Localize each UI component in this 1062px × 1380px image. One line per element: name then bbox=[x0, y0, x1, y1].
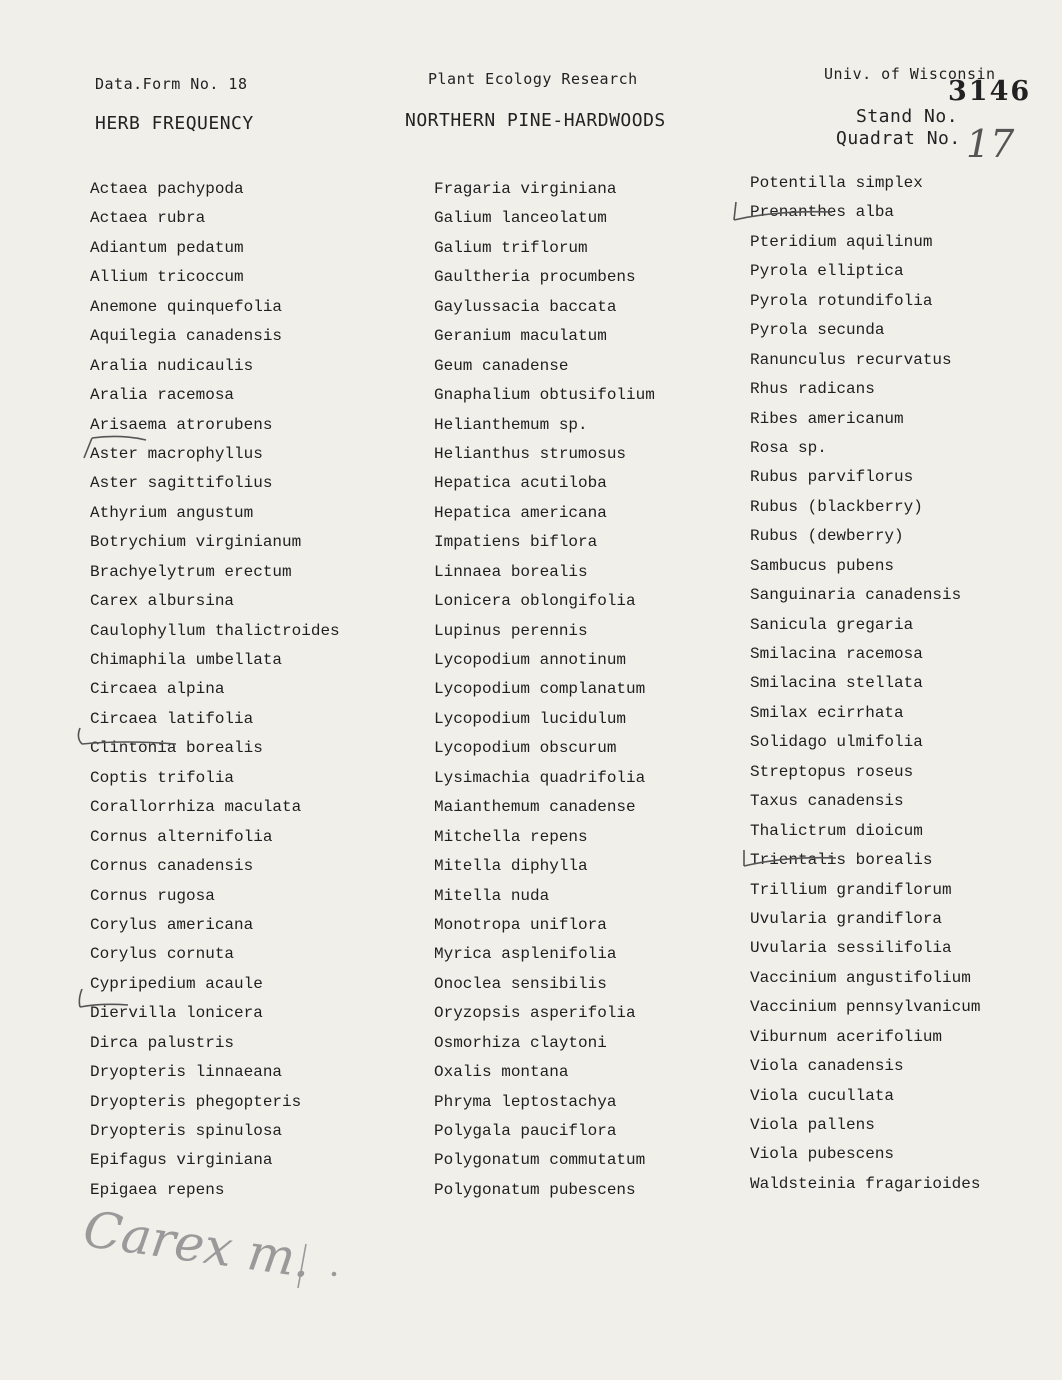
species-column-2 bbox=[434, 175, 655, 1205]
species-name: Rubus (blackberry) bbox=[750, 497, 923, 516]
species-name: Mitella nuda bbox=[434, 886, 550, 905]
species-name: Caulophyllum thalictroides bbox=[90, 621, 340, 640]
species-name: Lycopodium lucidulum bbox=[434, 709, 627, 728]
species-name: Circaea latifolia bbox=[90, 709, 254, 728]
species-name: Coptis trifolia bbox=[90, 768, 235, 787]
species-name: Adiantum pedatum bbox=[90, 238, 244, 257]
species-name: Dryopteris phegopteris bbox=[90, 1092, 302, 1111]
species-name: Sanicula gregaria bbox=[750, 615, 914, 634]
species-name: Lupinus perennis bbox=[434, 621, 588, 640]
species-name: Smilax ecirrhata bbox=[750, 703, 904, 722]
species-name: Epigaea repens bbox=[90, 1180, 225, 1199]
species-name: Helianthemum sp. bbox=[434, 415, 588, 434]
species-name: Aster sagittifolius bbox=[90, 474, 273, 493]
species-name: Carex albursina bbox=[90, 592, 235, 611]
species-name: Brachyelytrum erectum bbox=[90, 562, 292, 581]
species-name: Sanguinaria canadensis bbox=[750, 586, 962, 605]
species-name: Oxalis montana bbox=[434, 1063, 569, 1082]
species-name: Trillium grandiflorum bbox=[750, 880, 952, 899]
species-name: Ribes americanum bbox=[750, 409, 904, 428]
species-name: Rosa sp. bbox=[750, 438, 827, 457]
quadrat-label: Quadrat No. bbox=[836, 128, 961, 149]
species-name: Potentilla simplex bbox=[750, 174, 923, 192]
species-name: Polygala pauciflora bbox=[434, 1122, 617, 1140]
species-name: Aster macrophyllus bbox=[90, 444, 263, 463]
species-name: Myrica asplenifolia bbox=[434, 945, 617, 964]
species-name: Taxus canadensis bbox=[750, 792, 904, 811]
species-name: Rubus parviflorus bbox=[750, 468, 914, 487]
species-column-3 bbox=[750, 169, 980, 1199]
species-name: Dryopteris linnaeana bbox=[90, 1063, 283, 1082]
species-name: Pyrola rotundifolia bbox=[750, 291, 933, 310]
species-name: Athyrium angustum bbox=[90, 503, 254, 522]
species-name: Rubus (dewberry) bbox=[750, 527, 904, 546]
species-name: Viburnum acerifolium bbox=[750, 1027, 943, 1046]
species-name: Corylus cornuta bbox=[90, 945, 235, 964]
species-name: Viola pubescens bbox=[750, 1145, 895, 1164]
species-name: Polygonatum commutatum bbox=[434, 1151, 646, 1170]
stand-number: 3146 bbox=[948, 76, 1032, 107]
species-name: Hepatica acutiloba bbox=[434, 474, 607, 493]
species-name: Vaccinium angustifolium bbox=[750, 968, 971, 987]
species-name: Geum canadense bbox=[434, 356, 569, 375]
pencil-stroke bbox=[290, 1238, 350, 1298]
species-name: Epifagus virginiana bbox=[90, 1151, 273, 1170]
species-name: Aralia nudicaulis bbox=[90, 356, 254, 375]
institution-name: Plant Ecology Research bbox=[428, 70, 638, 88]
species-name: Lonicera oblongifolia bbox=[434, 592, 636, 611]
species-name: Maianthemum canadense bbox=[434, 798, 636, 817]
species-name: Lycopodium annotinum bbox=[434, 651, 627, 669]
species-name: Anemone quinquefolia bbox=[90, 297, 283, 316]
species-name: Ranunculus recurvatus bbox=[750, 350, 952, 369]
species-name: Diervilla lonicera bbox=[90, 1004, 263, 1023]
stand-label: Stand No. bbox=[856, 106, 959, 127]
pencil-check-mark bbox=[72, 985, 132, 1011]
species-name: Circaea alpina bbox=[90, 680, 225, 699]
species-name: Aralia racemosa bbox=[90, 386, 235, 405]
species-name: Mitella diphylla bbox=[434, 857, 588, 876]
university-name: Univ. of Wisconsin bbox=[824, 65, 996, 83]
species-name: Monotropa uniflora bbox=[434, 915, 607, 934]
species-name: Rhus radicans bbox=[750, 380, 875, 399]
species-name: Corylus americana bbox=[90, 915, 254, 934]
species-name: Cornus rugosa bbox=[90, 886, 215, 905]
species-name: Gaultheria procumbens bbox=[434, 268, 636, 287]
pencil-check-mark bbox=[72, 724, 182, 750]
species-name: Fragaria virginiana bbox=[434, 180, 617, 198]
species-name: Sambucus pubens bbox=[750, 556, 895, 575]
species-name: Gaylussacia baccata bbox=[434, 297, 617, 316]
species-name: Hepatica americana bbox=[434, 503, 607, 522]
species-name: Vaccinium pennsylvanicum bbox=[750, 998, 981, 1017]
species-name: Pteridium aquilinum bbox=[750, 232, 933, 251]
species-name: Onoclea sensibilis bbox=[434, 974, 607, 993]
species-name: Uvularia grandiflora bbox=[750, 909, 943, 928]
species-name: Uvularia sessilifolia bbox=[750, 939, 952, 958]
species-name: Cypripedium acaule bbox=[90, 974, 263, 993]
handwritten-note: Carex m. bbox=[79, 1200, 315, 1290]
species-name: Pyrola elliptica bbox=[750, 262, 904, 281]
species-name: Cornus alternifolia bbox=[90, 827, 273, 846]
species-name: Linnaea borealis bbox=[434, 562, 588, 581]
species-name: Actaea rubra bbox=[90, 209, 206, 228]
species-name: Thalictrum dioicum bbox=[750, 821, 923, 840]
species-name: Smilacina stellata bbox=[750, 674, 923, 693]
species-name: Solidago ulmifolia bbox=[750, 733, 923, 752]
species-name: Polygonatum pubescens bbox=[434, 1180, 636, 1199]
quadrat-number: 17 bbox=[966, 122, 1015, 166]
species-name: Galium lanceolatum bbox=[434, 209, 607, 228]
species-name: Smilacina racemosa bbox=[750, 645, 923, 663]
community-name: NORTHERN PINE-HARDWOODS bbox=[405, 110, 666, 131]
species-name: Clintonia borealis bbox=[90, 739, 263, 758]
species-name: Streptopus roseus bbox=[750, 762, 914, 781]
species-name: Helianthus strumosus bbox=[434, 444, 627, 463]
form-number: Data.Form No. 18 bbox=[95, 75, 248, 93]
species-name: Phryma leptostachya bbox=[434, 1092, 617, 1111]
species-name: Lysimachia quadrifolia bbox=[434, 768, 646, 787]
pencil-check-mark bbox=[736, 846, 846, 872]
species-name: Lycopodium obscurum bbox=[434, 739, 617, 758]
species-name: Viola canadensis bbox=[750, 1057, 904, 1076]
species-name: Corallorrhiza maculata bbox=[90, 798, 302, 817]
species-name: Actaea pachypoda bbox=[90, 180, 244, 198]
species-name: Geranium maculatum bbox=[434, 327, 607, 346]
species-column-1 bbox=[90, 175, 340, 1205]
species-name: Arisaema atrorubens bbox=[90, 415, 273, 434]
species-name: Viola cucullata bbox=[750, 1086, 895, 1105]
species-name: Botrychium virginianum bbox=[90, 533, 302, 552]
species-name: Allium tricoccum bbox=[90, 268, 244, 287]
species-name: Dirca palustris bbox=[90, 1033, 235, 1052]
species-name: Cornus canadensis bbox=[90, 857, 254, 876]
pencil-check-mark bbox=[728, 198, 838, 224]
species-name: Lycopodium complanatum bbox=[434, 680, 646, 699]
species-name: Trientalis borealis bbox=[750, 851, 933, 870]
species-name: Osmorhiza claytoni bbox=[434, 1033, 607, 1052]
species-name: Chimaphila umbellata bbox=[90, 651, 283, 669]
pencil-check-mark bbox=[80, 432, 150, 462]
species-name: Aquilegia canadensis bbox=[90, 327, 283, 346]
species-name: Dryopteris spinulosa bbox=[90, 1122, 283, 1140]
species-name: Viola pallens bbox=[750, 1116, 875, 1134]
species-name: Oryzopsis asperifolia bbox=[434, 1004, 636, 1023]
species-name: Mitchella repens bbox=[434, 827, 588, 846]
species-name: Impatiens biflora bbox=[434, 533, 598, 552]
species-name: Galium triflorum bbox=[434, 238, 588, 257]
species-name: Prenanthes alba bbox=[750, 203, 895, 222]
form-title: HERB FREQUENCY bbox=[95, 113, 254, 134]
species-name: Waldsteinia fragarioides bbox=[750, 1174, 981, 1193]
species-name: Gnaphalium obtusifolium bbox=[434, 386, 655, 405]
species-name: Pyrola secunda bbox=[750, 321, 885, 340]
